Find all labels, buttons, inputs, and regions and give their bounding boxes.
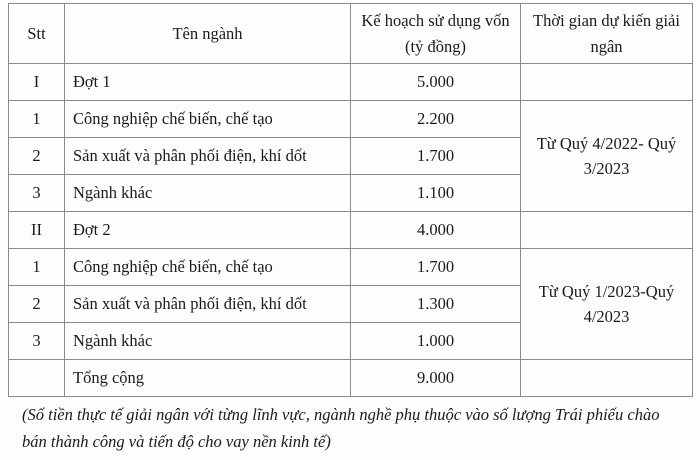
sector-capital: 1.300 (351, 286, 521, 323)
total-label: Tổng cộng (65, 360, 351, 397)
row-number: 3 (9, 323, 65, 360)
row-number: 2 (9, 138, 65, 175)
phase-row (9, 212, 693, 249)
phase-number: I (9, 64, 65, 101)
table-row (9, 249, 693, 286)
sector-name: Công nghiệp chế biến, chế tạo (65, 249, 351, 286)
phase-name: Đợt 2 (65, 212, 351, 249)
disbursement-plan-table (8, 3, 693, 397)
phase-capital: 4.000 (351, 212, 521, 249)
table-row (9, 101, 693, 138)
footnote: (Số tiền thực tế giải ngân với từng lĩnh vực, ngành nghề phụ thuộc vào số lượng Trái phiếu chào bán thành công và tiến độ cho vay nền kinh tế) (22, 405, 660, 451)
sector-capital: 1.700 (351, 249, 521, 286)
header-disbursement-time: Thời gian dự kiến giải ngân (521, 4, 693, 64)
row-number: 1 (9, 101, 65, 138)
row-number: 1 (9, 249, 65, 286)
sector-name: Sản xuất và phân phối điện, khí dốt (65, 286, 351, 323)
empty-cell (9, 360, 65, 397)
phase-time: Từ Quý 1/2023-Quý 4/2023 (521, 249, 693, 360)
row-number: 2 (9, 286, 65, 323)
empty-cell (521, 212, 693, 249)
phase-name: Đợt 1 (65, 64, 351, 101)
sector-capital: 1.000 (351, 323, 521, 360)
sector-capital: 1.700 (351, 138, 521, 175)
header-sector-name: Tên ngành (65, 4, 351, 64)
phase-capital: 5.000 (351, 64, 521, 101)
table-header-row (9, 4, 693, 64)
phase-row (9, 64, 693, 101)
sector-capital: 2.200 (351, 101, 521, 138)
phase-number: II (9, 212, 65, 249)
total-capital: 9.000 (351, 360, 521, 397)
sector-capital: 1.100 (351, 175, 521, 212)
sector-name: Công nghiệp chế biến, chế tạo (65, 101, 351, 138)
total-row (9, 360, 693, 397)
row-number: 3 (9, 175, 65, 212)
empty-cell (521, 360, 693, 397)
sector-name: Ngành khác (65, 323, 351, 360)
sector-name: Ngành khác (65, 175, 351, 212)
empty-cell (521, 64, 693, 101)
header-capital-plan: Kế hoạch sử dụng vốn (tỷ đồng) (351, 4, 521, 64)
header-stt: Stt (9, 4, 65, 64)
phase-time: Từ Quý 4/2022- Quý 3/2023 (521, 101, 693, 212)
sector-name: Sản xuất và phân phối điện, khí dốt (65, 138, 351, 175)
